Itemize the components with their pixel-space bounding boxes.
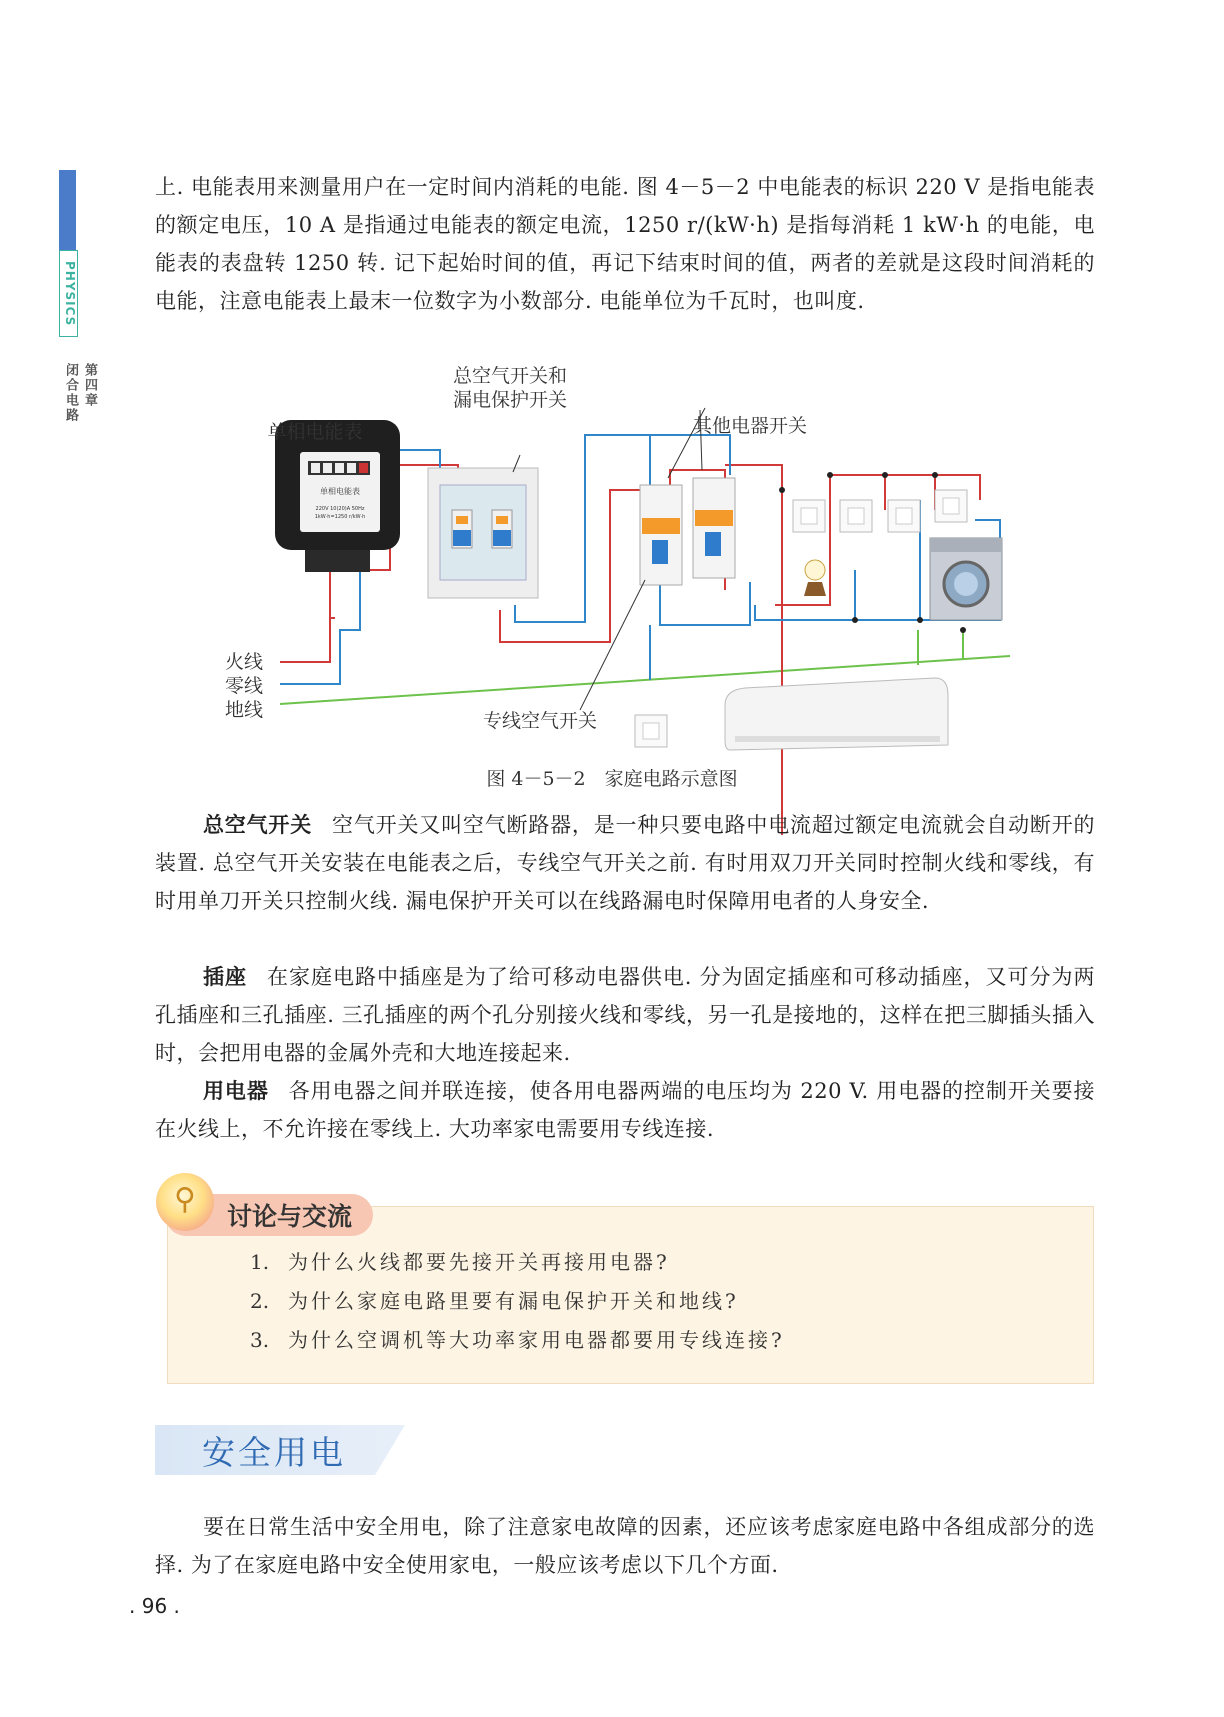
question-text: 为什么火线都要先接开关再接用电器? [288,1250,670,1274]
appliance-term: 用电器 [203,1079,269,1103]
label-dedicated: 专线空气开关 [482,710,598,732]
chapter-number: 第四章 [82,363,97,408]
meter-spec-2: 1kW·h=1250 r/kW·h [314,514,366,520]
appliance-paragraph [155,1072,1095,1148]
figure-caption: 图 4－5－2 家庭电路示意图 [486,768,738,790]
question-text: 为什么家庭电路里要有漏电保护开关和地线? [288,1289,739,1313]
chapter-marker [61,363,99,423]
discussion-title: 讨论与交流 [227,1202,353,1231]
meter-face-text: 单相电能表 [320,487,360,496]
other-appliance-breaker [693,478,735,578]
label-neutral: 零线 [224,675,264,697]
question-number: 3. [250,1328,270,1352]
main-breaker-box [428,468,538,598]
discussion-question [250,1285,739,1314]
socket-paragraph [155,958,1095,1072]
household-circuit-figure [224,360,1010,755]
discussion-question [250,1324,785,1353]
question-number: 1. [250,1250,270,1274]
breaker-term: 总空气开关 [203,813,313,837]
side-color-bar [59,170,76,250]
meter-spec-1: 220V 10(20)A 50Hz [315,506,365,512]
label-live: 火线 [224,651,264,673]
dedicated-breaker [640,485,682,585]
air-conditioner-icon [725,678,948,750]
question-text: 为什么空调机等大功率家用电器都要用专线连接? [288,1328,785,1352]
lamp-icon [804,560,826,596]
discussion-question [250,1246,670,1275]
breaker-text: 空气开关又叫空气断路器，是一种只要电路中电流超过额定电流就会自动断开的装置. 总空气开关安装在电能表之后，专线空气开关之前. 有时用双刀开关同时控制火线和零线，有时用单刀开关只控制火线. 漏电保护开关可以在线路漏电时保障用电者的人身安全. [155,813,1096,913]
section-title: 安全用电 [202,1433,346,1472]
label-other-switch: 其他电器开关 [692,415,808,437]
lightbulb-glyph-icon: ⚲ [174,1182,196,1217]
question-number: 2. [250,1289,270,1313]
intro-paragraph: 上. 电能表用来测量用户在一定时间内消耗的电能. 图 4－5－2 中电能表的标识 220 V 是指电能表的额定电压，10 A 是指通过电能表的额定电流，1250 r/(kW·h) 是指每消耗 1 kW·h 的电能，电能表的表盘转 1250 转. 记下起始时间的值，再记下结束时间的值，两者的差就是这段时间消耗的电能，注意电能表上最末一位数字为小数部分. 电能单位为千瓦时，也叫度. [155,175,1095,313]
chapter-title: 闭合电路 [63,363,78,423]
label-main-switch-2: 漏电保护开关 [452,389,568,411]
socket-term: 插座 [203,965,247,989]
appliance-text: 各用电器之间并联连接，使各用电器两端的电压均为 220 V. 用电器的控制开关要接在火线上，不允许接在零线上. 大功率家电需要用专线连接. [155,1079,1096,1141]
washing-machine-icon [930,538,1002,620]
live-wire [280,618,335,662]
subject-tag: PHYSICS [59,250,78,337]
label-main-switch-1: 总空气开关和 [452,365,568,387]
socket-text: 在家庭电路中插座是为了给可移动电器供电. 分为固定插座和可移动插座，又可分为两孔插座和三孔插座. 三孔插座的两个孔分别接火线和零线，另一孔是接地的，这样在把三脚插头插入时，会把用电器的金属外壳和大地连接起来. [155,965,1095,1065]
breaker-paragraph [155,806,1095,920]
label-meter: 单相电能表 [267,421,363,443]
label-ground: 地线 [224,699,264,721]
safety-paragraph: 要在日常生活中安全用电，除了注意家电故障的因素，还应该考虑家庭电路中各组成部分的选择. 为了在家庭电路中安全使用家电，一般应该考虑以下几个方面. [155,1515,1095,1577]
page-number: . 96 . [129,1594,180,1618]
